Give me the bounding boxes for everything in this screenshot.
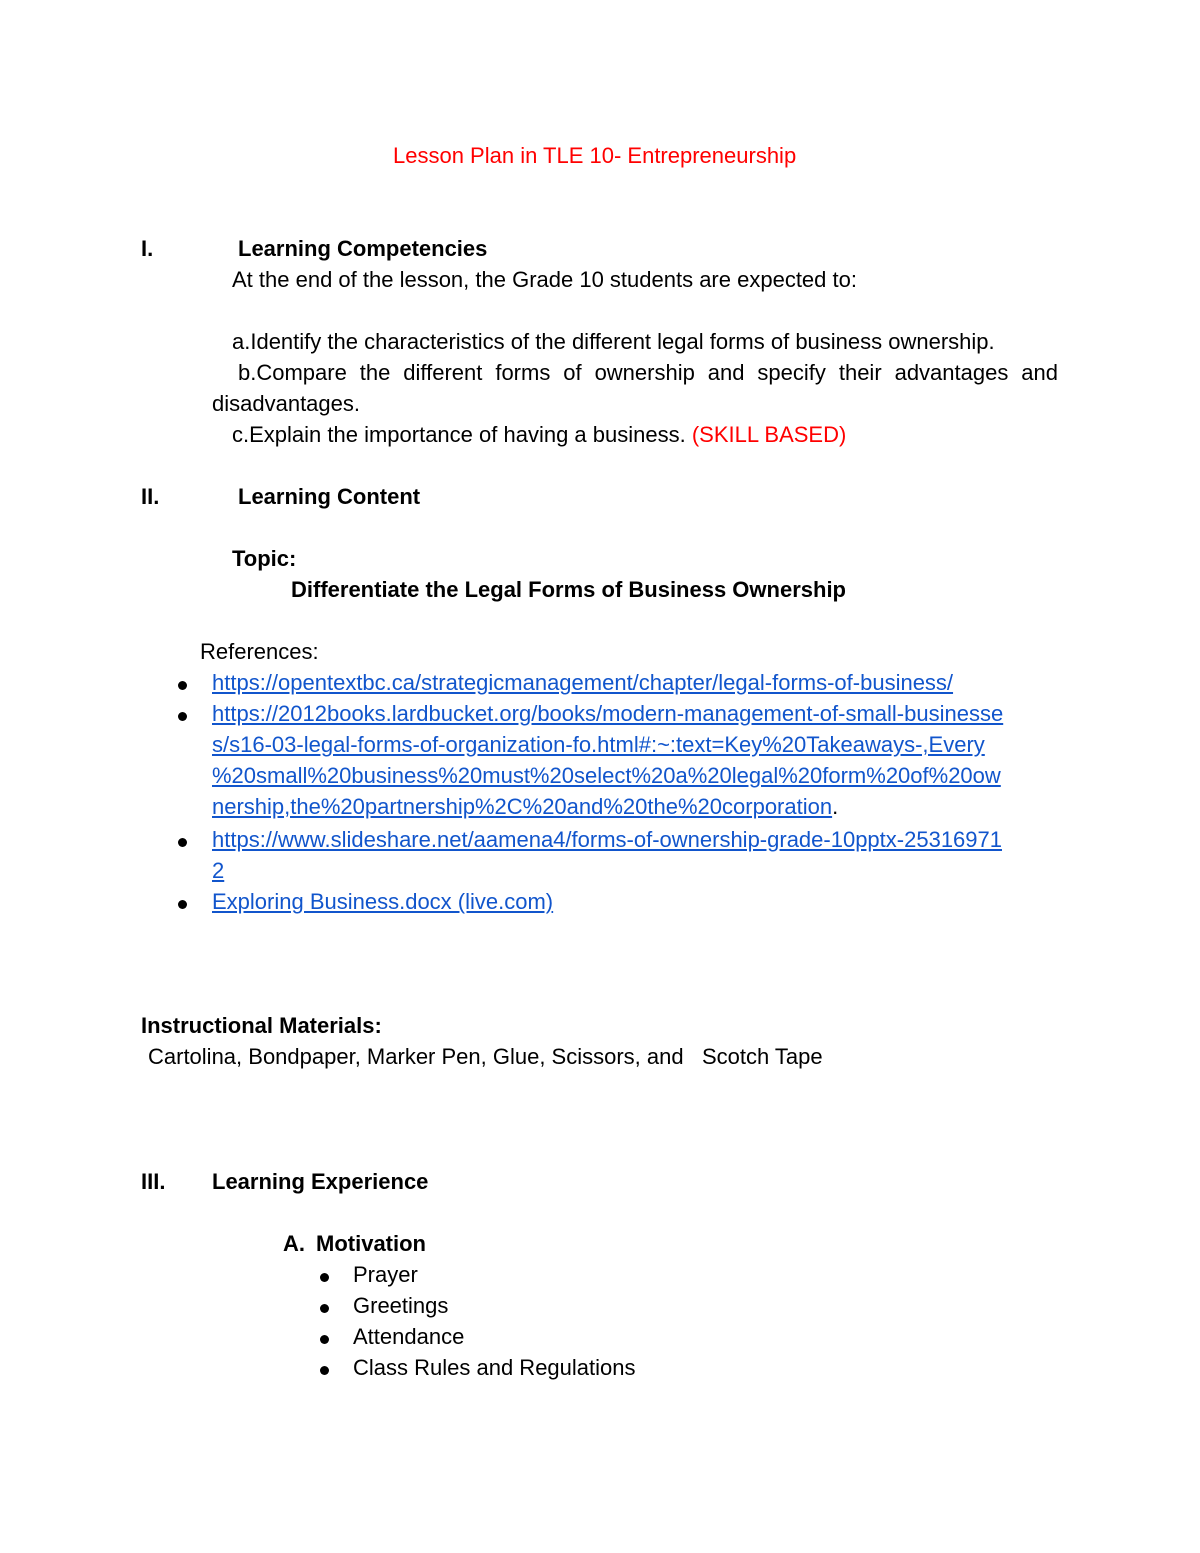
reference-link-3-line1[interactable]: https://www.slideshare.net/aamena4/forms-of-ownership-grade-10pptx-25316971 — [212, 827, 1002, 852]
bullet-icon — [320, 1366, 329, 1375]
bullet-icon — [178, 900, 187, 909]
objective-a: a.Identify the characteristics of the different legal forms of business ownership. — [232, 329, 995, 354]
objective-c-text: c.Explain the importance of having a business. — [232, 422, 686, 447]
materials-text: Cartolina, Bondpaper, Marker Pen, Glue, Scissors, and Scotch Tape — [148, 1044, 823, 1069]
section-2-heading: Learning Content — [238, 484, 421, 509]
references-label: References: — [200, 639, 319, 664]
reference-link-1[interactable]: https://opentextbc.ca/strategicmanagement/chapter/legal-forms-of-business/ — [212, 670, 954, 695]
section-3-heading: Learning Experience — [212, 1169, 429, 1194]
section-1-numeral: I. — [141, 236, 154, 261]
reference-link-2-line4-wrap — [212, 791, 838, 822]
bullet-icon — [178, 838, 187, 847]
reference-link-2-line1[interactable]: https://2012books.lardbucket.org/books/modern-management-of-small-businesse — [212, 701, 1004, 726]
materials-heading: Instructional Materials: — [141, 1013, 382, 1038]
competencies-intro: At the end of the lesson, the Grade 10 students are expected to: — [232, 267, 857, 292]
reference-link-2-line3[interactable]: %20small%20business%20must%20select%20a%20legal%20form%20of%20ow — [212, 763, 1001, 788]
motivation-item: Prayer — [353, 1262, 418, 1287]
reference-link-2-line2[interactable]: s/s16-03-legal-forms-of-organization-fo.html#:~:text=Key%20Takeaways-,Every — [212, 732, 985, 757]
section-1-heading: Learning Competencies — [238, 236, 488, 261]
objective-b-line2: disadvantages. — [212, 391, 360, 416]
reference-link-2-line4[interactable]: nership,the%20partnership%2C%20and%20the%20corporation — [212, 794, 833, 819]
bullet-icon — [320, 1304, 329, 1313]
section-2-numeral: II. — [141, 484, 160, 509]
skill-based-tag: (SKILL BASED) — [691, 422, 847, 447]
motivation-item: Greetings — [353, 1293, 449, 1318]
topic-title: Differentiate the Legal Forms of Business Ownership — [291, 577, 846, 602]
subsection-a-letter: A. — [283, 1231, 305, 1256]
section-3-numeral: III. — [141, 1169, 166, 1194]
objective-c — [232, 419, 846, 450]
topic-label: Topic: — [232, 546, 297, 571]
bullet-icon — [178, 681, 187, 690]
bullet-icon — [320, 1335, 329, 1344]
reference-link-3-line2[interactable]: 2 — [212, 858, 225, 883]
reference-link-4[interactable]: Exploring Business.docx (live.com) — [212, 889, 554, 914]
objective-b-line1: b.Compare the different forms of ownership and specify their advantages and — [238, 360, 1058, 385]
bullet-icon — [320, 1273, 329, 1282]
motivation-item: Attendance — [353, 1324, 465, 1349]
reference-2-period: . — [832, 794, 839, 819]
bullet-icon — [178, 712, 187, 721]
subsection-a-heading: Motivation — [316, 1231, 426, 1256]
motivation-item: Class Rules and Regulations — [353, 1355, 636, 1380]
document-title: Lesson Plan in TLE 10- Entrepreneurship — [393, 143, 797, 168]
